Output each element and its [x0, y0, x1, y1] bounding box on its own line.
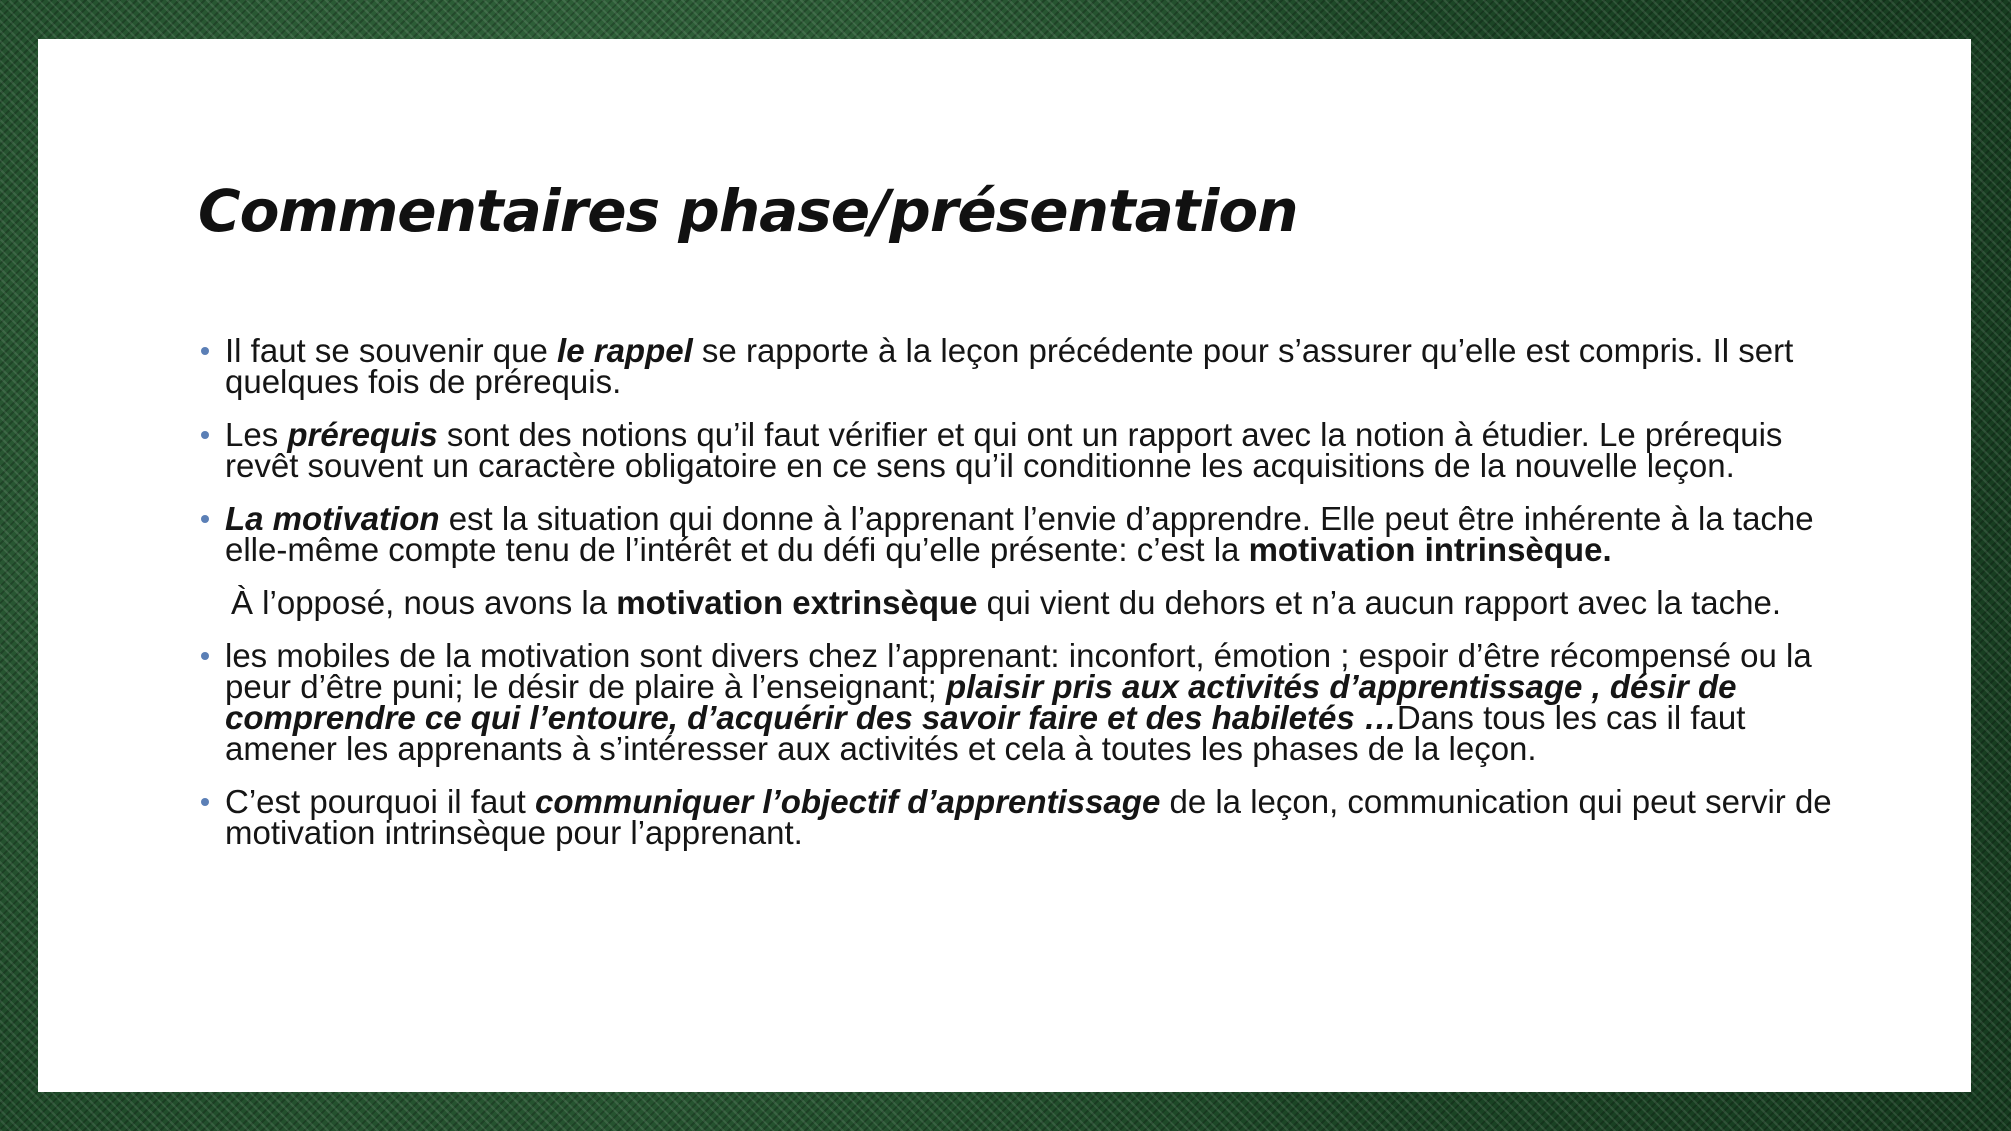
text-run: Les [225, 416, 288, 453]
emphasis-objectif: communiquer l’objectif d’apprentissage [535, 783, 1161, 820]
text-run: se rapporte à la leçon précédente pour s’assurer qu’elle est compris. Il sert quelques fois de prérequis. [225, 332, 1794, 400]
text-run: de la leçon, communication qui peut servir de motivation intrinsèque pour l’apprenant. [225, 783, 1832, 851]
emphasis-motivation-intrinseque: motivation intrinsèque. [1248, 531, 1612, 568]
bullet-rappel [200, 332, 1860, 400]
emphasis-motivation: La motivation [225, 500, 440, 537]
bullet-prerequis [200, 416, 1860, 484]
bullet-mobiles [200, 637, 1860, 767]
text-run: qui vient du dehors et n’a aucun rapport avec la tache. [977, 584, 1782, 621]
text-run: À l’opposé, nous avons la [231, 584, 617, 621]
emphasis-rappel: le rappel [557, 332, 693, 369]
text-run: C’est pourquoi il faut [225, 783, 536, 820]
slide-title: Commentaires phase/présentation [198, 177, 1298, 245]
emphasis-prerequis: prérequis [287, 416, 438, 453]
slide-canvas [38, 39, 1971, 1092]
paragraph-extrinseque [200, 584, 1860, 621]
emphasis-plaisir: plaisir pris aux activités d’apprentissage , désir de comprendre ce qui l’entoure, d’acquérir des savoir faire et des habiletés … [225, 668, 1737, 736]
text-run: sont des notions qu’il faut vérifier et qui ont un rapport avec la notion à étudier. Le prérequis revêt souvent un caractère obligatoire en ce sens qu’il conditionne les acquisitions de la nouvelle leçon. [225, 416, 1783, 484]
slide-body [200, 332, 1860, 870]
text-run: Il faut se souvenir que [225, 332, 558, 369]
emphasis-motivation-extrinseque: motivation extrinsèque [616, 584, 978, 621]
text-run: Dans tous les cas il faut amener les apprenants à s’intéresser aux activités et cela à toutes les phases de la leçon. [225, 699, 1746, 767]
text-run: les mobiles de la motivation sont divers chez l’apprenant: inconfort, émotion ; espoir d’être récompensé ou la peur d’être puni; le désir de plaire à l’enseignant; [225, 637, 1812, 705]
bullet-communiquer [200, 783, 1860, 851]
bullet-motivation [200, 500, 1860, 568]
text-run: est la situation qui donne à l’apprenant l’envie d’apprendre. Elle peut être inhérente à la tache elle-même compte tenu de l’intérêt et du défi qu’elle présente: c’est la [225, 500, 1814, 568]
